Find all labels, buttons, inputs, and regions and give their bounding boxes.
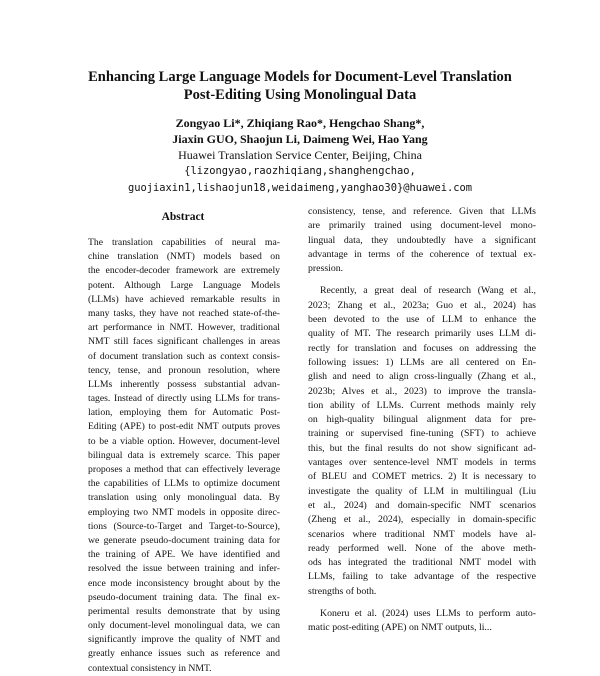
text-line: art performance in NMT. However, traditional <box>88 322 280 334</box>
text-line: The translation capabilities of neural ma- <box>88 237 280 248</box>
text-line: resolved the issue between training and infer- <box>88 563 280 575</box>
text-line: scenarios where traditional NMT models have al- <box>308 528 536 540</box>
text-line: tency, tense, and pronoun resolution, where <box>88 364 280 376</box>
paragraph-3 <box>308 607 536 636</box>
text-line: bilingual data is extremely scarce. This paper <box>88 449 280 461</box>
text-line: (LLMs) have achieved remarkable results in <box>88 293 280 305</box>
text-line: we generate pseudo-document training data for <box>88 534 280 546</box>
text-line: pression. <box>308 263 344 275</box>
abstract-heading: Abstract <box>161 211 205 223</box>
author-block <box>60 115 540 197</box>
affiliation: Huawei Translation Service Center, Beijing, China <box>178 148 422 162</box>
text-line: glish and need to align cross-lingually (Zhang et al., <box>308 371 536 383</box>
text-line: ready performed well. None of the above meth- <box>308 542 536 554</box>
paragraph-gap <box>308 599 536 607</box>
text-line: on high-quality bilingual alignment data for pre- <box>308 414 536 426</box>
emails-line-2: guojiaxin1,lishaojun18,weidaimeng,yanghao30}@huawei.com <box>127 182 473 194</box>
text-line: Koneru et al. (2024) uses LLMs to perform auto- <box>320 608 536 620</box>
text-line: greatly enhance issues such as reference and <box>88 648 280 660</box>
text-line: investigate the quality of LLM in multilingual (Liu <box>308 485 536 497</box>
paragraph-1 <box>308 205 536 276</box>
text-line: the training of APE. We have identified and <box>88 549 280 561</box>
paper-title <box>60 68 540 104</box>
text-line: training or supervised fine-tuning (SFT) to achieve <box>308 428 536 440</box>
text-line: pseudo-document training data. The final ex- <box>88 591 280 603</box>
text-line: (Zheng et al., 2024), especially in domain-specific <box>308 514 536 526</box>
text-line: tages. Instead of directly using LLMs for trans- <box>88 393 280 405</box>
text-line: many tasks, they have not reached state-of-the- <box>88 307 280 319</box>
text-line: perimental results demonstrate that by using <box>88 605 280 617</box>
text-line: advantage in terms of the coherence of textual ex- <box>308 248 536 260</box>
text-line: contextual consistency in NMT. <box>88 662 212 674</box>
paragraph-gap <box>308 276 536 284</box>
text-line: significantly improve the quality of NMT and <box>88 634 280 646</box>
text-line: are primarily trained using document-level mono- <box>308 220 536 232</box>
text-line: lation, employing them for Automatic Post- <box>88 407 280 419</box>
paragraph-2 <box>308 284 536 599</box>
text-line: this, but the final results do not show significant ad- <box>308 442 536 454</box>
emails-line-1: {lizongyao,raozhiqiang,shanghengchao, <box>184 165 416 177</box>
text-line: matic post-editing (APE) on NMT outputs, li... <box>308 622 492 634</box>
text-line: only document-level monolingual data, we can <box>88 620 280 632</box>
text-line: to be a viable option. However, document-level <box>88 435 280 447</box>
text-line: translation using only monolingual data. By <box>88 492 280 504</box>
text-line: the encoder-decoder framework are extremely <box>88 265 280 277</box>
right-column-body <box>308 205 536 636</box>
text-line: rectly for translation and focuses on addressing the <box>308 342 536 354</box>
text-line: vantages over sentence-level NMT models in terms <box>308 457 536 469</box>
text-line: proposes a method that can effectively leverage <box>88 464 280 475</box>
text-line: quality of MT. The research primarily uses LLM di- <box>308 328 536 340</box>
text-line: consistency, tense, and reference. Given that LLMs <box>308 206 536 217</box>
text-line: lingual data, they undoubtedly have a significant <box>308 234 536 246</box>
text-line: the capabilities of LLMs to optimize document <box>88 478 280 490</box>
text-line: following issues: 1) LLMs are all centered on En- <box>308 356 536 368</box>
text-line: NMT still faces significant challenges in areas <box>88 336 280 348</box>
text-line: Editing (APE) to post-edit NMT outputs proves <box>88 421 280 433</box>
text-line: LLMs inherently possess substantial advan- <box>88 378 280 390</box>
text-line: tions (Source-to-Target and Target-to-Source), <box>88 520 280 532</box>
text-line: tion ability of LLMs. Current methods mainly rely <box>308 399 536 411</box>
text-line: 2023; Zhang et al., 2023a; Guo et al., 2024) has <box>308 299 536 311</box>
text-line: of document translation such as context consis- <box>88 350 280 362</box>
text-line: of BLEU and COMET metrics. 2) It is necessary to <box>308 471 536 483</box>
authors-line-1: Zongyao Li*, Zhiqiang Rao*, Hengchao Shang*, <box>175 116 425 130</box>
text-line: potent. Although Large Language Models <box>88 279 280 291</box>
title-line-2: Post-Editing Using Monolingual Data <box>183 87 417 103</box>
text-line: chine translation (NMT) models based on <box>88 251 280 263</box>
text-line: et al., 2024) and domain-specific NMT scenarios <box>308 499 536 511</box>
abstract-body <box>88 236 280 676</box>
text-line: ods has integrated the traditional NMT model with <box>308 557 536 569</box>
text-line: 2023b; Alves et al., 2023) to improve the transla- <box>308 385 536 397</box>
text-line: Recently, a great deal of research (Wang et al., <box>320 285 536 297</box>
title-line-1: Enhancing Large Language Models for Document-Level Translation <box>88 69 512 85</box>
text-line: been devoted to the use of LLM to enhance the <box>308 314 536 326</box>
text-line: LLMs, failing to take advantage of the respective <box>308 571 536 583</box>
text-line: ence mode inconsistency brought about by the <box>88 577 280 589</box>
text-line: strengths of both. <box>308 585 377 597</box>
text-line: employing two NMT models in opposite direc- <box>88 506 280 518</box>
authors-line-2: Jiaxin GUO, Shaojun Li, Daimeng Wei, Hao Yang <box>172 132 428 146</box>
